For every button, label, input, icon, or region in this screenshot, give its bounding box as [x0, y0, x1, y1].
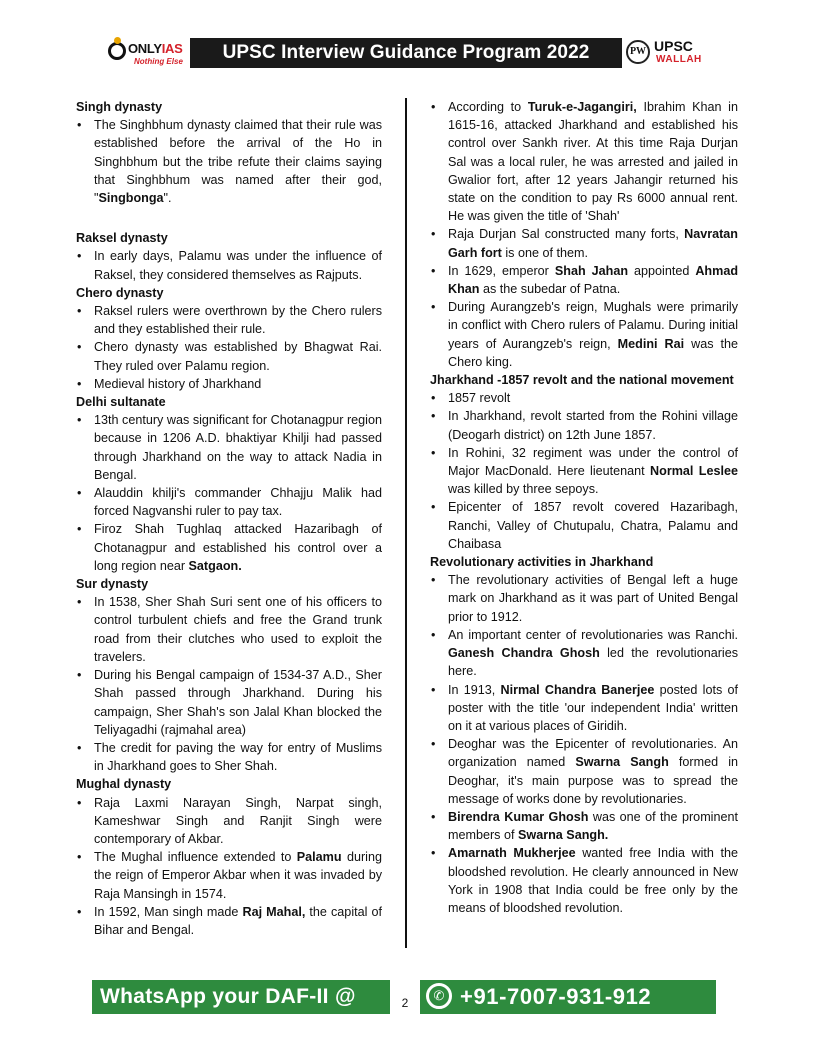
pw-logo-icon: PW	[626, 40, 650, 64]
list-item: • According to Turuk-e-Jagangiri, Ibrahim Khan in 1615-16, attacked Jharkhand and established his control over Sankh river. At this time Raja Durjan Sal was a local ruler, he was arrested and jailed in Gwalior fort, after 12 years Jahangir returned his state on the condition to pay Rs 6000 annual rent. He was given the title of 'Shah'	[431, 100, 738, 224]
list-item: • The credit for paving the way for entry of Muslims in Jharkhand goes to Sher Shah.	[77, 740, 382, 774]
bullet-icon: •	[431, 263, 436, 278]
bullet-icon: •	[77, 740, 82, 755]
bullet-icon: •	[77, 340, 82, 355]
whatsapp-phone-icon: ✆	[426, 983, 452, 1009]
bullet-icon: •	[431, 627, 436, 642]
page-footer	[92, 980, 716, 1014]
bullet-icon: •	[431, 737, 436, 752]
bullet-icon: •	[77, 376, 82, 391]
section-heading: Delhi sultanate	[76, 395, 166, 410]
list-item: • Deoghar was the Epicenter of revolutionaries. An organization named Swarna Sangh formed in Deoghar, it's main purpose was to spread the message of works done by revolutionaries.	[431, 737, 738, 806]
bullet-list	[76, 593, 382, 775]
bullet-icon: •	[431, 409, 436, 424]
logo-ring-icon	[108, 42, 126, 60]
bullet-list	[76, 116, 382, 207]
list-item: • 1857 revolt	[430, 389, 738, 407]
phone-number: +91-7007-931-912	[460, 984, 652, 1009]
bullet-icon: •	[77, 486, 82, 501]
wallah-logo-text: WALLAH	[656, 54, 702, 65]
section-heading: Mughal dynasty	[76, 777, 172, 792]
bullet-list	[76, 794, 382, 940]
bullet-icon: •	[77, 249, 82, 264]
list-item: • In Jharkhand, revolt started from the Rohini village (Deogarh district) on 12th June 1857.	[431, 409, 738, 442]
bullet-icon: •	[431, 300, 436, 315]
list-item: • In 1629, emperor Shah Jahan appointed Ahmad Khan as the subedar of Patna.	[431, 263, 739, 297]
bullet-icon: •	[77, 522, 82, 537]
page-header	[104, 36, 708, 70]
bullet-list	[76, 302, 382, 393]
list-item: • The Singhbhum dynasty claimed that their rule was established before the arrival of the Ho in Singhbhum but the tribe refute their claims saying that Singhbhum was named after their god, "Singbonga".	[77, 118, 382, 206]
list-item: • During Aurangzeb's reign, Mughals were primarily in conflict with Chero rulers of Palamu. During initial years of Aurangzeb's reign, Medini Rai was the Chero king.	[431, 300, 738, 369]
right-column	[430, 98, 738, 917]
bullet-icon: •	[431, 391, 436, 406]
bullet-icon: •	[77, 668, 82, 683]
bullet-icon: •	[431, 445, 436, 460]
bullet-icon: •	[431, 100, 436, 114]
list-item: • The revolutionary activities of Bengal left a huge mark on Jharkhand as it was part of United Bengal prior to 1912.	[431, 573, 738, 624]
bullet-icon: •	[77, 304, 82, 319]
bullet-icon: •	[431, 500, 436, 515]
list-item: • An important center of revolutionaries was Ranchi. Ganesh Chandra Ghosh led the revolutionaries here.	[431, 627, 738, 679]
bullet-icon: •	[77, 850, 82, 865]
section-heading: Chero dynasty	[76, 285, 164, 300]
bullet-icon: •	[77, 904, 82, 919]
list-item: • Raja Durjan Sal constructed many forts, Navratan Garh fort is one of them.	[431, 227, 738, 260]
column-divider	[405, 98, 407, 948]
whatsapp-banner-text: WhatsApp your DAF-II @	[92, 980, 390, 1014]
list-item: • Epicenter of 1857 revolt covered Hazaribagh, Ranchi, Valley of Chutupalu, Chatra, Palamu and Chaibasa	[431, 500, 738, 551]
section-heading: Revolutionary activities in Jharkhand	[430, 555, 654, 570]
section-heading: Jharkhand -1857 revolt and the national movement	[430, 373, 734, 388]
section-heading: Sur dynasty	[76, 577, 149, 592]
bullet-icon: •	[431, 846, 436, 861]
list-item: • Amarnath Mukherjee wanted free India with the bloodshed revolution. He clearly announced in New York in 1908 that India could be free only by the means of bloodshed revolution.	[431, 846, 738, 915]
bullet-list	[430, 571, 738, 917]
bullet-icon: •	[431, 809, 436, 824]
list-item: • In 1913, Nirmal Chandra Banerjee posted lots of poster with the title 'our independent India' written on it at various places of Giridih.	[431, 682, 738, 733]
list-item: • Raksel rulers were overthrown by the Chero rulers and they established their rule.	[77, 304, 382, 337]
section-heading: Singh dynasty	[76, 100, 163, 114]
section-heading: Raksel dynasty	[76, 231, 168, 246]
bullet-list	[76, 247, 382, 283]
bullet-icon: •	[431, 227, 436, 242]
logo-dot-icon	[114, 37, 121, 44]
list-item: • The Mughal influence extended to Palamu during the reign of Emperor Akbar when it was invaded by Raja Mansingh in 1574.	[77, 850, 382, 901]
list-item: • 13th century was significant for Chotanagpur region because in 1206 A.D. bhaktiyar Khilji had passed through Jharkhand on the way to attack Nadia in Bengal.	[77, 413, 382, 482]
bullet-list	[430, 98, 738, 371]
bullet-icon: •	[77, 795, 82, 810]
list-item: • In 1538, Sher Shah Suri sent one of his officers to control turbulent chiefs and free the Grand trunk road from their clutches who used to exploit the travelers.	[77, 595, 382, 664]
onlyias-logo	[104, 36, 190, 70]
left-column	[76, 98, 382, 939]
bullet-list	[76, 411, 382, 575]
bullet-icon: •	[431, 682, 436, 697]
bullet-icon: •	[77, 595, 82, 610]
list-item: • In 1592, Man singh made Raj Mahal, the capital of Bihar and Bengal.	[77, 904, 382, 937]
bullet-list	[430, 389, 738, 553]
bullet-icon: •	[77, 413, 82, 428]
upsc-wallah-logo	[624, 36, 712, 70]
list-item: • Chero dynasty was established by Bhagwat Rai. They ruled over Palamu region.	[77, 340, 382, 373]
logo-brand-text: ONLYIAS	[128, 41, 183, 56]
list-item: • In early days, Palamu was under the influence of Raksel, they considered themselves as Rajputs.	[77, 249, 382, 282]
page-number: 2	[392, 988, 418, 1014]
list-item: • Firoz Shah Tughlaq attacked Hazaribagh of Chotanagpur and established his control over a long region near Satgaon.	[77, 522, 382, 573]
list-item: • Alauddin khilji's commander Chhajju Malik had forced Nagvanshi ruler to pay tax.	[77, 486, 382, 519]
whatsapp-phone-banner[interactable]	[420, 980, 716, 1014]
list-item: • Birendra Kumar Ghosh was one of the prominent members of Swarna Sangh.	[431, 809, 738, 843]
list-item: • Raja Laxmi Narayan Singh, Narpat singh, Kameshwar Singh and Ranjit Singh were contemporary of Akbar.	[77, 795, 382, 846]
list-item: • In Rohini, 32 regiment was under the control of Major MacDonald. Here lieutenant Normal Leslee was killed by three sepoys.	[431, 445, 738, 497]
page-title: UPSC Interview Guidance Program 2022	[190, 38, 622, 68]
upsc-logo-text: UPSC	[654, 38, 693, 54]
logo-tagline: Nothing Else	[134, 57, 183, 66]
bullet-icon: •	[77, 118, 82, 133]
list-item: • During his Bengal campaign of 1534-37 A.D., Sher Shah passed through Jharkhand. During his campaign, Sher Shah's son Jalal Khan blocked the Teliyagadhi (rajmahal area)	[77, 668, 382, 737]
bullet-icon: •	[431, 573, 436, 588]
list-item: • Medieval history of Jharkhand	[76, 375, 382, 393]
